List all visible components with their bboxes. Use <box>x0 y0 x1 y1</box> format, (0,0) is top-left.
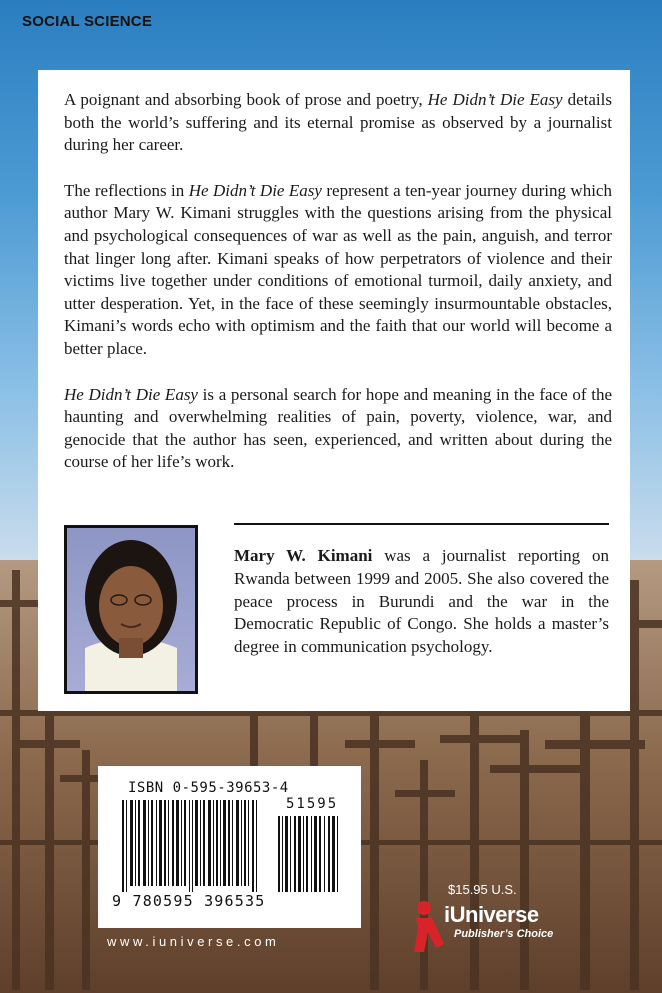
price-code: 51595 <box>286 796 339 812</box>
blurb-paragraph-2: The reflections in He Didn’t Die Easy represent a ten-year journey during which author Mary W. Kimani struggles with the questions arising from the physical and psychological consequences of war as well as the pain, anguish, and terror that linger long after. Kimani speaks of how perpetrators of violence and their victims live together under conditions of emotional turmoil, daily anxiety, and utter desperation. Yet, in the face of these seemingly insurmountable obstacles, Kimani’s words echo with optimism and the faith that our world will become a better place. <box>64 180 612 358</box>
publisher-logo <box>410 898 560 952</box>
category-label: SOCIAL SCIENCE <box>22 13 153 30</box>
author-bio: Mary W. Kimani was a journalist reporting on Rwanda between 1999 and 2005. She also covered the peace process in Burundi and the war in the Democratic Republic of Congo. She holds a master’s degree in communication psychology. <box>234 546 610 657</box>
isbn-number: ISBN 0-595-39653-4 <box>128 780 289 796</box>
publisher-name: iUniverse <box>444 902 539 927</box>
blurb <box>64 89 612 497</box>
author-portrait <box>67 528 195 691</box>
description-panel <box>38 70 630 711</box>
ean-number: 9 780595 396535 <box>112 892 266 910</box>
divider <box>234 523 609 525</box>
book-title: He Didn’t Die Easy <box>427 90 563 109</box>
publisher-website: www.iuniverse.com <box>107 934 280 949</box>
publisher-tagline: Publisher’s Choice <box>454 928 554 940</box>
barcode-box <box>98 766 361 928</box>
author-photo <box>64 525 198 694</box>
retail-price: $15.95 U.S. <box>448 882 517 897</box>
book-title: He Didn’t Die Easy <box>64 384 198 404</box>
blurb-paragraph-3: He Didn’t Die Easy is a personal search for hope and meaning in the face of the haunting and overwhelming realities of pain, poverty, violence, war, and genocide that the author has seen, experienced, and written about during the course of her life’s work. <box>64 384 612 472</box>
author-name: Mary W. Kimani <box>234 546 373 565</box>
book-title: He Didn’t Die Easy <box>188 180 322 200</box>
blurb-paragraph-1: A poignant and absorbing book of prose and poetry, He Didn’t Die Easy details both the world’s suffering and its eternal promise as observed by a journalist during her career. <box>64 90 612 155</box>
